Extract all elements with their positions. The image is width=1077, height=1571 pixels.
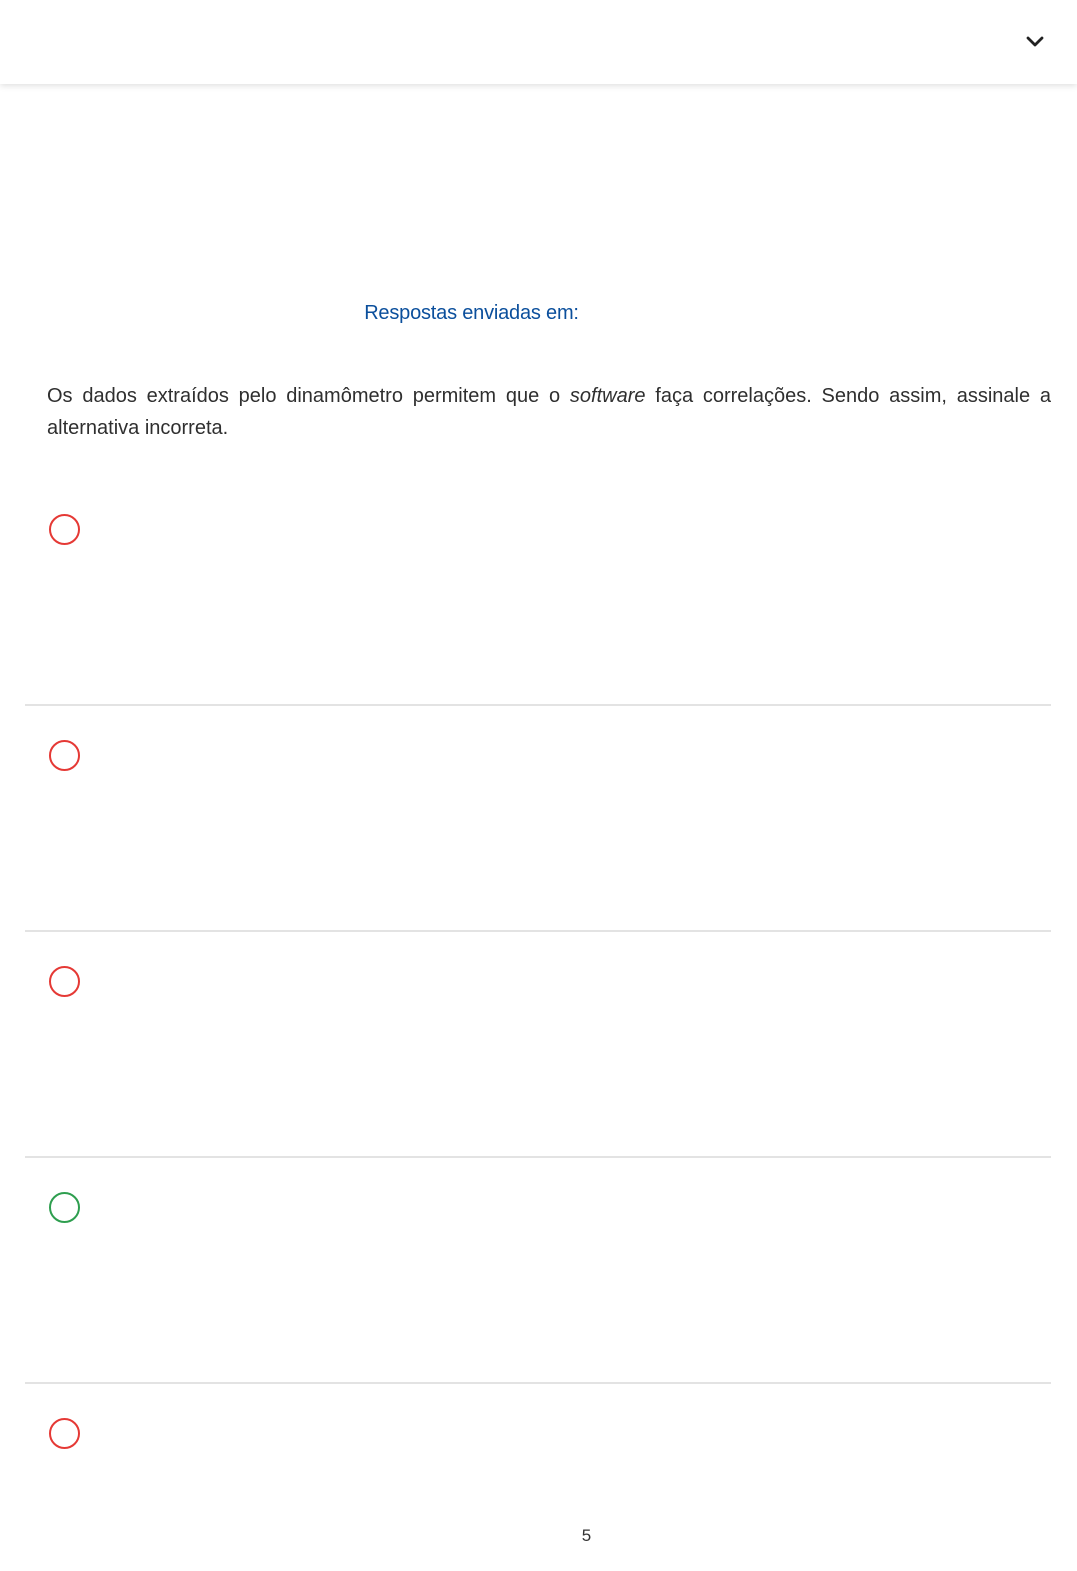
top-bar <box>0 0 1077 84</box>
radio-button-incorrect[interactable] <box>49 514 80 545</box>
radio-button-correct[interactable] <box>49 1192 80 1223</box>
answer-option-2[interactable] <box>25 706 1051 932</box>
radio-button-incorrect[interactable] <box>49 1418 80 1449</box>
question-text-italic: software <box>569 385 646 407</box>
answers-sent-label: Respostas enviadas em: <box>364 302 579 324</box>
radio-button-incorrect[interactable] <box>49 966 80 997</box>
question-text-end: faça correlações. Sendo assim, assinale a alternativa incorreta. <box>47 385 1051 439</box>
page-number: 5 <box>581 1526 592 1545</box>
expand-toggle-button[interactable] <box>1021 28 1049 56</box>
answer-option-3[interactable] <box>25 932 1051 1158</box>
answer-option-4[interactable] <box>25 1158 1051 1384</box>
question-text <box>47 380 1051 444</box>
question-text-start: Os dados extraídos pelo dinamômetro permitem que o <box>47 385 570 407</box>
radio-button-incorrect[interactable] <box>49 740 80 771</box>
chevron-down-icon <box>1024 31 1046 53</box>
answer-option-1[interactable] <box>25 480 1051 706</box>
